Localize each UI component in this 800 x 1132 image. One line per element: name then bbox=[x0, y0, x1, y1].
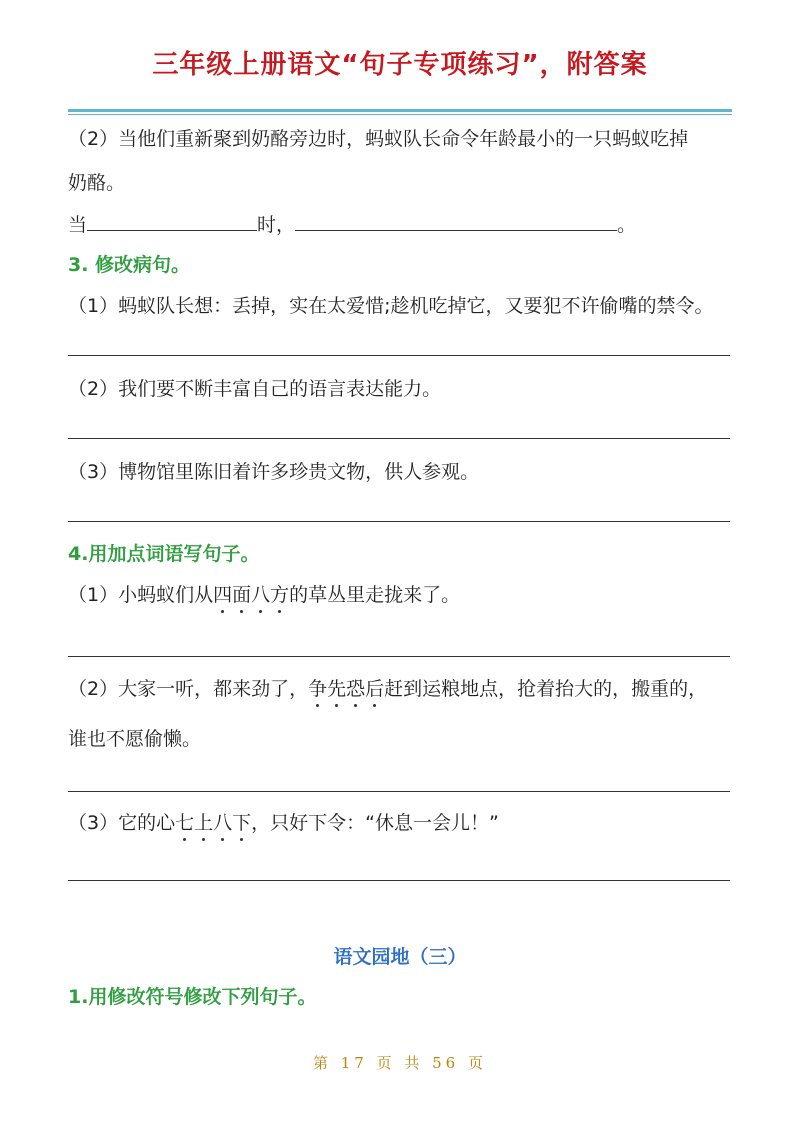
s4-item2-post: 赶到运粮地点，抢着抬大的，搬重的， bbox=[384, 678, 708, 700]
s4-answer-line-2[interactable] bbox=[68, 791, 730, 792]
dotted-char: 八 bbox=[213, 812, 233, 834]
s4-answer-line-1[interactable] bbox=[68, 656, 730, 657]
page-title: 三年级上册语文“句子专项练习”，附答案 bbox=[152, 50, 648, 80]
s4-item3-pre: （3）它的心 bbox=[68, 812, 176, 834]
dotted-char: 上 bbox=[194, 812, 214, 834]
s4-item3-post: ，只好下令：“休息一会儿！” bbox=[251, 812, 499, 834]
garden-sub-heading: 1.用修改符号修改下列句子。 bbox=[68, 986, 317, 1008]
s4-item2-dotted bbox=[308, 678, 384, 700]
s2-item2-line2: 奶酪。 bbox=[68, 172, 126, 194]
dotted-char: 后 bbox=[365, 678, 385, 700]
fill-start: 当 bbox=[68, 214, 88, 236]
fill-blank-1[interactable] bbox=[87, 212, 257, 231]
s2-fill-sentence bbox=[68, 212, 636, 237]
s3-answer-line-3[interactable] bbox=[68, 521, 730, 522]
s4-item2-line1 bbox=[68, 677, 707, 701]
s2-item2-line1: （2）当他们重新聚到奶酪旁边时，蚂蚁队长命令年龄最小的一只蚂蚁吃掉 bbox=[68, 128, 689, 150]
s4-item3 bbox=[68, 811, 499, 835]
dotted-char: 八 bbox=[251, 584, 271, 606]
dotted-char: 恐 bbox=[346, 678, 366, 700]
s4-item3-dotted bbox=[175, 812, 251, 834]
s4-item2-pre: （2）大家一听，都来劲了， bbox=[68, 678, 309, 700]
fill-end: 。 bbox=[617, 214, 637, 236]
header-divider bbox=[68, 109, 732, 112]
s3-answer-line-2[interactable] bbox=[68, 438, 730, 439]
dotted-char: 先 bbox=[327, 678, 347, 700]
dotted-char: 争 bbox=[308, 678, 328, 700]
fill-blank-2[interactable] bbox=[295, 212, 617, 231]
dotted-char: 方 bbox=[270, 584, 290, 606]
s4-item1-dotted bbox=[213, 584, 289, 606]
dotted-char: 下 bbox=[232, 812, 252, 834]
s3-heading: 3. 修改病句。 bbox=[68, 254, 191, 276]
dotted-char: 四 bbox=[213, 584, 233, 606]
s4-item1-pre: （1）小蚂蚁们从 bbox=[68, 584, 214, 606]
s3-item1: （1）蚂蚁队长想：丢掉，实在太爱惜;趁机吃掉它，又要犯不许偷嘴的禁令。 bbox=[68, 295, 714, 317]
s3-answer-line-1[interactable] bbox=[68, 355, 730, 356]
s4-item1 bbox=[68, 583, 460, 607]
dotted-char: 七 bbox=[175, 812, 195, 834]
header-divider-thin bbox=[68, 114, 732, 115]
s3-item3: （3）博物馆里陈旧着许多珍贵文物，供人参观。 bbox=[68, 461, 480, 483]
fill-mid: 时， bbox=[257, 214, 296, 236]
dotted-char: 面 bbox=[232, 584, 252, 606]
s3-item2: （2）我们要不断丰富自己的语言表达能力。 bbox=[68, 378, 442, 400]
s4-heading: 4.用加点词语写句子。 bbox=[68, 543, 260, 565]
page-number: 第 17 页 共 56 页 bbox=[312, 1054, 487, 1072]
s4-item1-post: 的草丛里走拢来了。 bbox=[289, 584, 461, 606]
garden-heading: 语文园地（三） bbox=[333, 946, 467, 968]
s4-answer-line-3[interactable] bbox=[68, 880, 730, 881]
s4-item2-line2: 谁也不愿偷懒。 bbox=[68, 728, 202, 750]
